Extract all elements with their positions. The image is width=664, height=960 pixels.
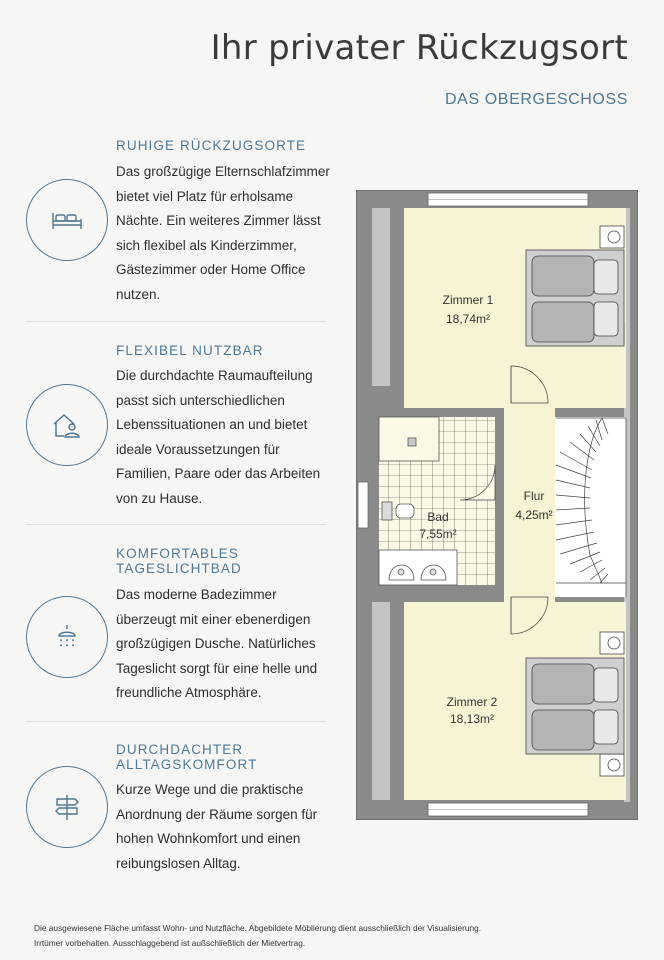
feature-title: FLEXIBEL NUTZBAR [116,343,264,358]
feature-text: Kurze Wege und die praktische Anordnung der Räume sorgen für hohen Wohnkomfort und einen reibungslosen Alltag. [116,782,318,871]
room-area-flur: 4,25m² [515,508,553,522]
feature-title: RUHIGE RÜCKZUGSORTE [116,138,307,153]
feature-icon-circle [26,384,108,466]
page-title: Ihr privater Rückzugsort [210,28,628,68]
room-label-bad: Bad [427,510,449,524]
feature-icon-circle [26,766,108,848]
home-person-icon [50,410,84,440]
room-label-zimmer-2: Zimmer 2 [446,695,498,709]
footnote-line-2: Irrtümer vorbehalten. Ausschlaggebend ist außschließlich der Mietvertrag. [34,938,306,948]
footnote-line-1: Die ausgewiesene Fläche umfasst Wohn- und Nutzfläche. Abgebildete Möblierung dient ausschließlich der Visualisierung. [34,923,482,933]
page-subtitle: DAS OBERGESCHOSS [445,91,628,108]
feature-title: KOMFORTABLES TAGESLICHTBAD [116,546,242,576]
room-area-bad: 7,55m² [419,527,457,541]
left-terrace-top [372,208,390,386]
feature-text: Das moderne Badezimmer überzeugt mit einer ebenerdigen großzügigen Dusche. Natürliches Tageslicht sorgt für eine helle und freundliche Atmosphäre. [116,587,318,700]
divider [26,524,326,525]
room-area-zimmer-2: 18,13m² [449,712,495,726]
room-label-zimmer-1: Zimmer 1 [442,293,494,307]
signpost-icon [51,791,83,823]
bed-icon [50,208,84,232]
feature-title: DURCHDACHTER ALLTAGSKOMFORT [116,742,258,772]
feature-text: Die durchdachte Raumaufteilung passt sich unterschiedlichen Lebenssituationen an und bietet ideale Voraussetzungen für Familien, Paare oder das Arbeiten von zu Hause. [116,368,321,506]
window-bath [358,482,368,528]
footnote [34,921,634,951]
landing [504,403,555,423]
floor-plan [356,190,638,820]
divider [26,721,326,722]
shower-icon [52,622,82,652]
left-terrace-bottom [372,602,390,800]
feature-icon-circle [26,596,108,678]
feature-icon-circle [26,179,108,261]
room-label-flur: Flur [523,489,545,503]
staircase [555,417,626,597]
divider [26,321,326,322]
feature-text: Das großzügige Elternschlafzimmer bietet viel Platz für erholsame Nächte. Ein weiteres Zimmer lässt sich flexibel als Kinderzimmer, Gästezimmer oder Home Office nutzen. [116,164,330,302]
room-area-zimmer-1: 18,74m² [445,312,491,326]
